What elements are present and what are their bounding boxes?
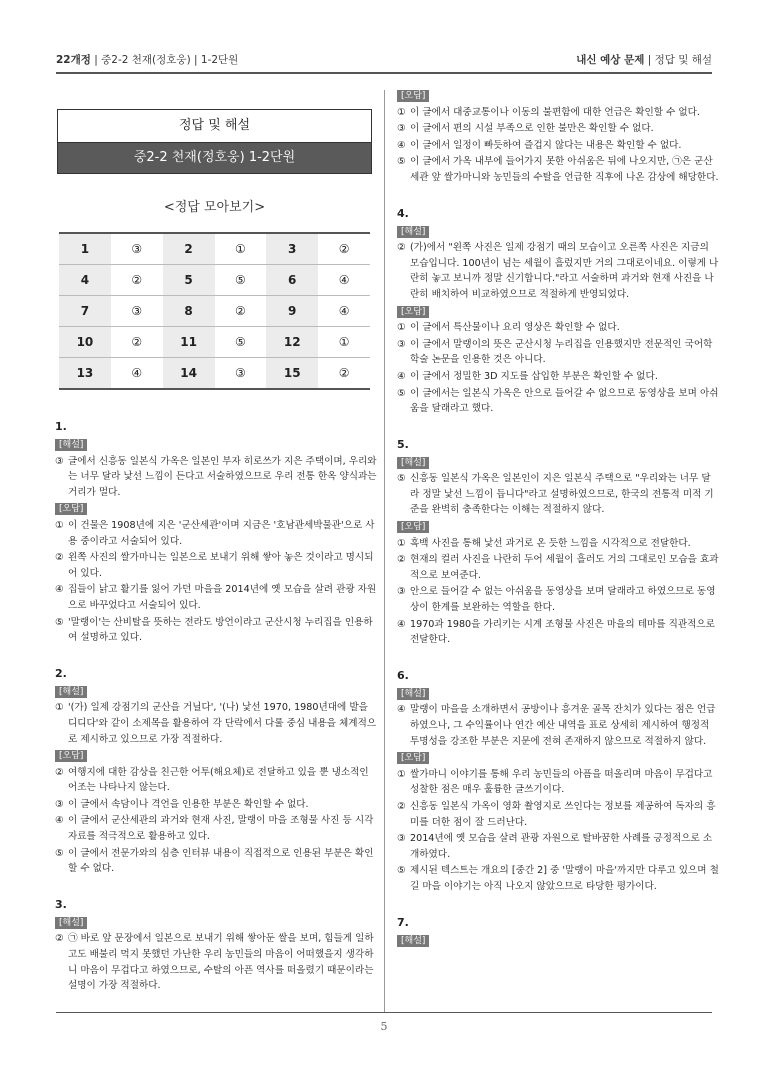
explanation-item xyxy=(55,700,377,747)
question-number-cell: 1 xyxy=(59,233,111,265)
question-number: 7. xyxy=(397,915,409,929)
answer-cell: ② xyxy=(111,265,163,296)
explanation-text: 이 글에서 군산세관의 과거와 현재 사진, 말랭이 마을 조형물 사진 등 시각 자료를 적극적으로 활용하고 있다. xyxy=(68,815,374,843)
explanation-text: 이 글에서 정밀한 3D 지도를 삽입한 부분은 확인할 수 없다. xyxy=(410,370,658,382)
explanation-item xyxy=(397,240,719,302)
choice-marker: ② xyxy=(397,242,406,254)
answer-cell: ② xyxy=(215,296,267,327)
explanation-item xyxy=(397,831,719,862)
item-list xyxy=(397,702,719,749)
explanation-tag: [해설] xyxy=(397,457,429,469)
question-number-cell: 6 xyxy=(266,265,318,296)
explanation-text: 이 건물은 1908년에 지은 '군산세관'이며 지금은 '호남관세박물관'으로 사용 중이라고 서술되어 있다. xyxy=(68,519,375,547)
question-number: 3. xyxy=(55,897,67,911)
explanation-text: 글에서 신흥동 일본식 가옥은 일본인 부자 히로쓰가 지은 주택이며, 우리와는 너무 달라 낯선 느낌이 든다고 서술하였으므로 우리 전통 한옥 양식과는 거리가 멀다. xyxy=(68,455,377,498)
answer-cell: ④ xyxy=(318,296,370,327)
answer-cell: ③ xyxy=(111,233,163,265)
wrong-answer-tag: [오답] xyxy=(397,306,429,318)
item-list xyxy=(397,240,719,302)
header-course: | 중2-2 천재(정호웅) | 1-2단원 xyxy=(94,54,239,66)
choice-marker: ⑤ xyxy=(55,847,64,859)
choice-marker: ① xyxy=(397,537,406,549)
answer-row xyxy=(59,296,370,327)
answer-cell: ⑤ xyxy=(215,265,267,296)
explanation-tag: [해설] xyxy=(397,935,429,947)
explanation-item xyxy=(397,767,719,798)
question-number-cell: 11 xyxy=(163,327,215,358)
header-rule xyxy=(56,72,712,74)
question-number: 2. xyxy=(55,666,67,680)
question-number-cell: 2 xyxy=(163,233,215,265)
choice-marker: ③ xyxy=(55,798,64,810)
question-number-cell: 12 xyxy=(266,327,318,358)
choice-marker: ③ xyxy=(55,455,64,467)
choice-marker: ④ xyxy=(55,584,64,596)
explanation-text: 신흥동 일본식 가옥이 영화 촬영지로 쓰인다는 정보를 제공하여 독자의 흥미를 더한 점이 잘 드러난다. xyxy=(410,800,716,828)
choice-marker: ① xyxy=(55,519,64,531)
explanation-item xyxy=(55,550,377,581)
answer-row xyxy=(59,327,370,358)
explanation-item xyxy=(397,386,719,417)
explanation-text: 이 글에서 일정이 빠듯하여 즐겁지 않다는 내용은 확인할 수 없다. xyxy=(410,139,682,151)
answer-row xyxy=(59,358,370,390)
explanation-text: 1970과 1980을 가리키는 시계 조형물 사진은 마을의 테마를 직관적으로 전달한다. xyxy=(410,618,715,646)
question-number-cell: 9 xyxy=(266,296,318,327)
explanation-tag: [해설] xyxy=(55,917,87,929)
question-number-cell: 13 xyxy=(59,358,111,390)
answer-cell: ⑤ xyxy=(215,327,267,358)
choice-marker: ① xyxy=(397,106,406,118)
explanation-item xyxy=(397,617,719,648)
question-number: 6. xyxy=(397,668,409,682)
item-list xyxy=(397,536,719,648)
explanation-text: 왼쪽 사진의 쌀가마니는 일본으로 보내기 위해 쌓아 놓은 것이라고 명시되어 있다. xyxy=(68,552,374,579)
explanation-item xyxy=(397,584,719,615)
question-number-cell: 14 xyxy=(163,358,215,390)
explanation-text: 흑백 사진을 통해 낯선 과거로 온 듯한 느낌을 시각적으로 전달한다. xyxy=(410,537,691,549)
item-list xyxy=(55,518,377,646)
question-number: 1. xyxy=(55,420,67,433)
explanation-text: '말랭이'는 산비탈을 뜻하는 전라도 방언이라고 군산시청 누리집을 인용하여 설명하고 있다. xyxy=(68,616,373,644)
wrong-answer-tag: [오답] xyxy=(397,90,429,102)
explanation-item xyxy=(397,863,719,894)
explanation-text: 이 글에서 속담이나 격언을 인용한 부분은 확인할 수 없다. xyxy=(68,798,309,810)
explanation-item xyxy=(397,702,719,749)
wrong-answer-tag: [오답] xyxy=(55,750,87,762)
explanation-text: 현재의 컬러 사진을 나란히 두어 세월이 흘러도 거의 그대로인 모습을 효과적으로 보여준다. xyxy=(410,554,719,581)
choice-marker: ② xyxy=(55,933,64,945)
explanation-tag: [해설] xyxy=(397,688,429,700)
explanation-text: (가)에서 "왼쪽 사진은 일제 강점기 때의 모습이고 오른쪽 사진은 지금의 모습입니다. 100년이 넘는 세월이 흘렀지만 거의 그대로이네요. 이렇게 나란히 놓고 보니까 정말 신기합니다."라고 서술하며 과거와 현재 사진을 나란히 배치하여 비교하였으므로 적절하게 반영되었다. xyxy=(410,242,719,300)
doc-title: 정답 및 해설 xyxy=(57,109,372,143)
explanation-item xyxy=(55,813,377,844)
explanation-text: 이 글에서 편의 시설 부족으로 인한 불만은 확인할 수 없다. xyxy=(410,123,654,135)
explanation-item xyxy=(55,931,377,993)
explanation-text: 쌀가마니 이야기를 통해 우리 농민들의 아픔을 떠올리며 마음이 무겁다고 성찰한 점은 매우 훌륭한 글쓰기이다. xyxy=(410,768,713,796)
header-left xyxy=(56,52,238,67)
explanation-item xyxy=(55,797,377,813)
right-column xyxy=(397,88,719,948)
explanation-item xyxy=(397,121,719,137)
explanation-item xyxy=(397,105,719,121)
choice-marker: ⑤ xyxy=(397,865,406,877)
answer-row xyxy=(59,265,370,296)
explanation-item xyxy=(55,765,377,796)
question-number: 5. xyxy=(397,437,409,451)
doc-subtitle: 중2-2 천재(정호웅) 1-2단원 xyxy=(57,143,372,174)
answer-cell: ④ xyxy=(111,358,163,390)
explanation-item xyxy=(397,536,719,552)
explanation-text: 이 글에서 전문가와의 심층 인터뷰 내용이 직접적으로 인용된 부분은 확인할 수 없다. xyxy=(68,847,374,875)
explanation-item xyxy=(397,337,719,368)
wrong-answer-tag: [오답] xyxy=(55,503,87,515)
choice-marker: ② xyxy=(55,766,64,778)
explanation-item xyxy=(55,454,377,501)
explanation-text: 이 글에서 특산물이나 요리 영상은 확인할 수 없다. xyxy=(410,322,620,334)
explanation-text: ㉠ 바로 앞 문장에서 일본으로 보내기 위해 쌓아둔 쌀을 보며, 힘들게 일하고도 배불리 먹지 못했던 가난한 우리 농민들의 마음이 어떠했을지 생각하니 마음이 무겁다고 하였으므로, 수탈의 아픈 역사를 떠올렸기 때문이라는 설명이 가장 적절하다. xyxy=(68,933,374,992)
item-list xyxy=(55,700,377,747)
choice-marker: ④ xyxy=(397,618,406,630)
left-column xyxy=(55,419,377,995)
explanation-item xyxy=(397,369,719,385)
answer-cell: ② xyxy=(318,233,370,265)
header-section: | 정답 및 해설 xyxy=(647,54,712,66)
answer-row xyxy=(59,233,370,265)
choice-marker: ② xyxy=(55,552,64,564)
answer-grid xyxy=(59,232,370,390)
explanation-item xyxy=(397,471,719,518)
choice-marker: ⑤ xyxy=(397,156,406,168)
item-list xyxy=(397,320,719,417)
choice-marker: ③ xyxy=(397,586,406,598)
explanation-text: 이 글에서 가옥 내부에 들어가지 못한 아쉬움은 뒤에 나오지만, ㉠은 군산세관 앞 쌀가마니와 농민들의 수탈을 언급한 직후에 나온 감상에 해당한다. xyxy=(410,156,719,183)
choice-marker: ① xyxy=(55,702,64,714)
item-list xyxy=(55,454,377,501)
explanation-item xyxy=(55,582,377,613)
choice-marker: ③ xyxy=(397,123,406,135)
answer-cell: ② xyxy=(318,358,370,390)
item-list xyxy=(397,105,719,186)
item-list xyxy=(55,765,377,877)
footer-rule xyxy=(56,1012,712,1013)
header-doc-type: 내신 예상 문제 xyxy=(576,54,645,66)
explanation-item xyxy=(397,799,719,830)
explanation-item xyxy=(55,615,377,646)
explanation-text: '(가) 일제 강점기의 군산을 거닐다', '(나) 낯선 1970, 1980년대에 발을 디디다'와 같이 소제목을 활용하여 각 단락에서 다룰 중심 내용을 체계적으로 제시하고 있으므로 가장 적절하다. xyxy=(68,702,377,745)
choice-marker: ④ xyxy=(397,139,406,151)
choice-marker: ① xyxy=(397,322,406,334)
explanation-text: 제시된 텍스트는 개요의 [중간 2] 중 '말랭이 마을'까지만 다루고 있으며 철길 마을 이야기는 아직 나오지 않았으므로 타당한 평가이다. xyxy=(410,865,719,892)
explanation-text: 여행지에 대한 감상을 친근한 어투(해요체)로 전달하고 있을 뿐 냉소적인 어조는 나타나지 않는다. xyxy=(68,766,369,794)
wrong-answer-tag: [오답] xyxy=(397,752,429,764)
explanation-tag: [해설] xyxy=(55,439,87,451)
choice-marker: ⑤ xyxy=(55,616,64,628)
choice-marker: ⑤ xyxy=(397,473,406,485)
choice-marker: ① xyxy=(397,768,406,780)
question-number-cell: 3 xyxy=(266,233,318,265)
explanation-text: 이 글에서 대중교통이나 이동의 불편함에 대한 언급은 확인할 수 없다. xyxy=(410,106,700,118)
header-curriculum: 22개정 xyxy=(56,54,91,66)
explanation-item xyxy=(55,846,377,877)
page-header xyxy=(56,52,712,68)
title-box xyxy=(57,109,372,174)
explanation-tag: [해설] xyxy=(55,686,87,698)
question-number-cell: 5 xyxy=(163,265,215,296)
item-list xyxy=(397,471,719,518)
wrong-answer-tag: [오답] xyxy=(397,521,429,533)
column-divider xyxy=(384,90,385,1012)
choice-marker: ② xyxy=(397,800,406,812)
explanation-text: 신흥동 일본식 가옥은 일본인이 지은 일본식 주택으로 "우리와는 너무 달라 정말 낯선 느낌이 듭니다"라고 설명하였으므로, 한국의 전통적 미적 기준을 완벽히 충족한다는 이해는 적절하지 않다. xyxy=(410,473,714,516)
explanation-text: 말랭이 마을을 소개하면서 공방이나 흥겨운 골목 잔치가 있다는 점은 언급하였으나, 그 수익률이나 연간 예산 내역을 표로 상세히 제시하여 행정적 투명성을 강조한 부분은 지문에 전혀 존재하지 않으므로 적절하지 않다. xyxy=(410,704,716,747)
explanation-tag: [해설] xyxy=(397,226,429,238)
explanation-text: 집들이 낡고 활기를 잃어 가던 마을을 2014년에 옛 모습을 살려 관광 자원으로 바꾸었다고 서술되어 있다. xyxy=(68,584,377,611)
header-right xyxy=(576,52,712,67)
page-number: 5 xyxy=(380,1020,388,1033)
item-list xyxy=(55,931,377,993)
explanation-text: 안으로 들어갈 수 없는 아쉬움을 동영상을 보며 달래라고 하였으므로 동영상이 한계를 보완하는 역할을 한다. xyxy=(410,586,716,614)
explanation-item xyxy=(397,552,719,583)
question-number-cell: 7 xyxy=(59,296,111,327)
answer-summary-title: <정답 모아보기> xyxy=(163,200,266,215)
choice-marker: ③ xyxy=(397,338,406,350)
question-number: 4. xyxy=(397,206,409,220)
choice-marker: ④ xyxy=(55,815,64,827)
explanation-item xyxy=(397,138,719,154)
answer-cell: ③ xyxy=(111,296,163,327)
explanation-item xyxy=(55,518,377,549)
explanation-item xyxy=(397,320,719,336)
answer-cell: ④ xyxy=(318,265,370,296)
explanation-text: 2014년에 옛 모습을 살려 관광 자원으로 탈바꿈한 사례를 긍정적으로 소개하였다. xyxy=(410,833,713,860)
item-list xyxy=(397,767,719,895)
explanation-text: 이 글에서는 일본식 가옥은 안으로 들어갈 수 없으므로 동영상을 보며 아쉬움을 달래라고 했다. xyxy=(410,387,719,415)
choice-marker: ③ xyxy=(397,833,406,845)
explanation-text: 이 글에서 말랭이의 뜻은 군산시청 누리집을 인용했지만 전문적인 국어학 학술 논문을 인용한 것은 아니다. xyxy=(410,338,713,366)
question-number-cell: 4 xyxy=(59,265,111,296)
question-number-cell: 10 xyxy=(59,327,111,358)
answer-cell: ② xyxy=(111,327,163,358)
choice-marker: ④ xyxy=(397,370,406,382)
answer-cell: ① xyxy=(215,233,267,265)
question-number-cell: 8 xyxy=(163,296,215,327)
answer-cell: ③ xyxy=(215,358,267,390)
explanation-item xyxy=(397,154,719,185)
choice-marker: ② xyxy=(397,554,406,566)
answer-cell: ① xyxy=(318,327,370,358)
choice-marker: ⑤ xyxy=(397,387,406,399)
question-number-cell: 15 xyxy=(266,358,318,390)
choice-marker: ④ xyxy=(397,704,406,716)
